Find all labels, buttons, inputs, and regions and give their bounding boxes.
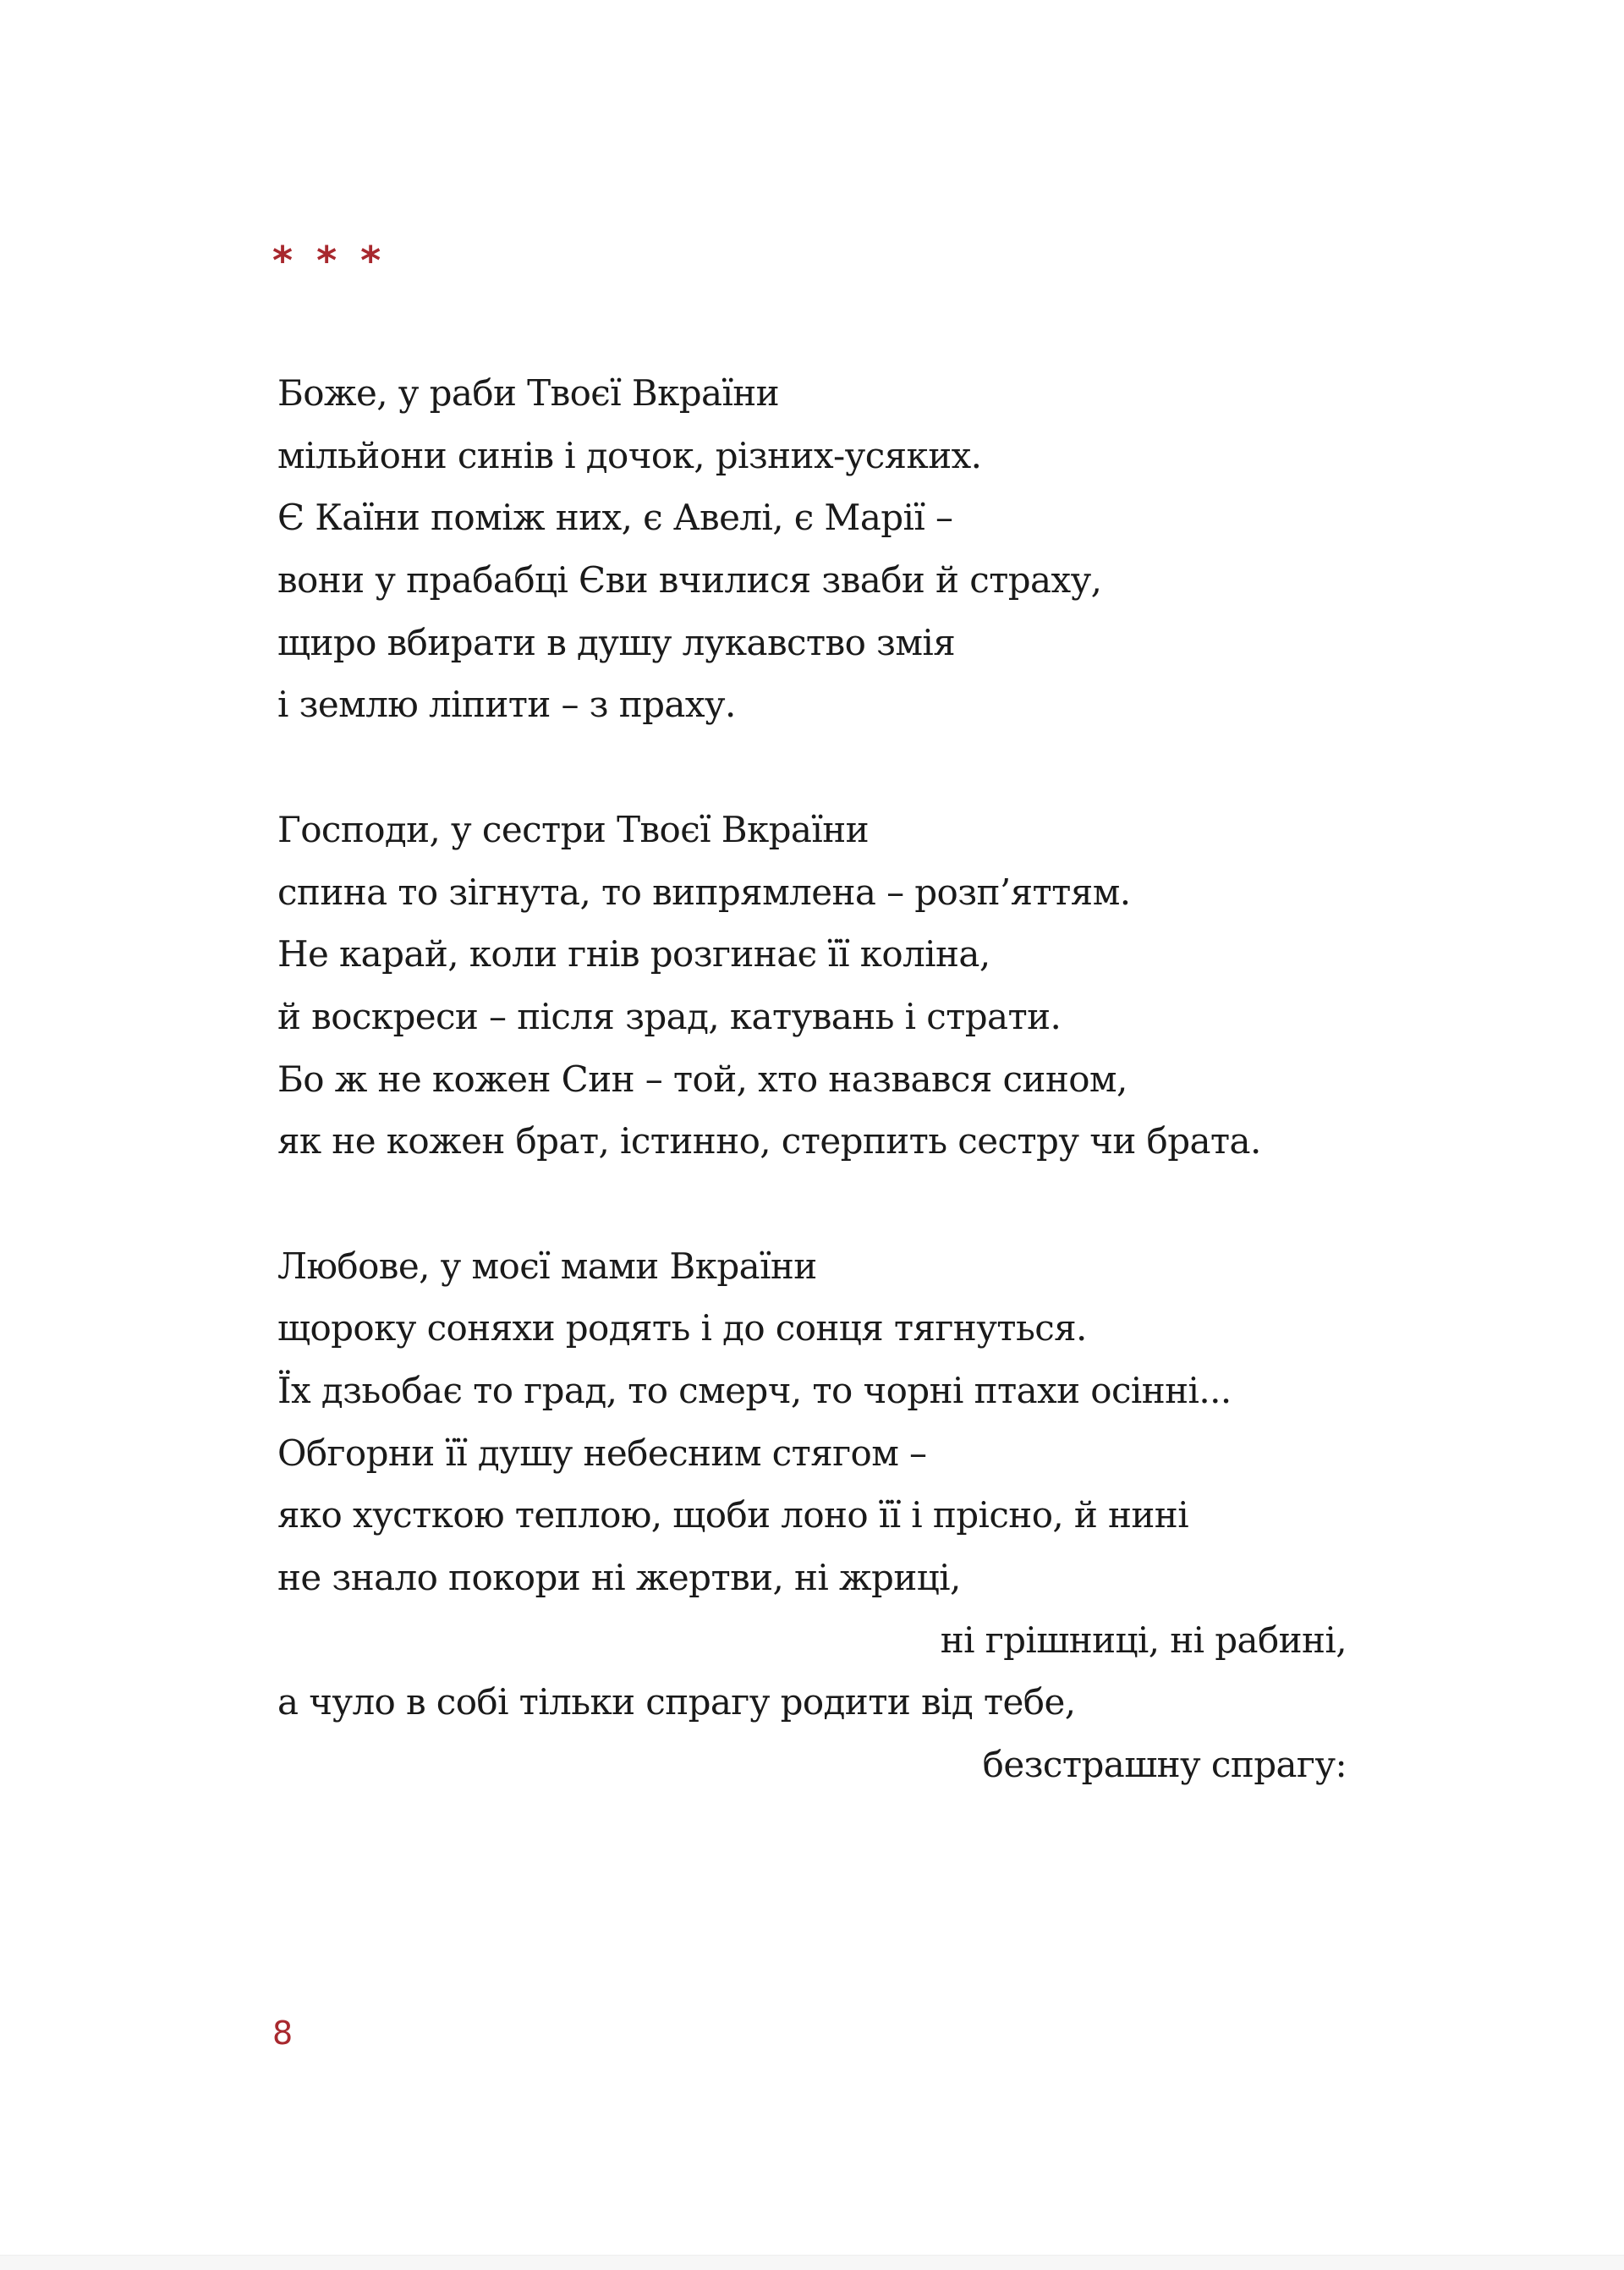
poem-body: [277, 362, 1377, 1859]
page-bottom-edge: [0, 2255, 1624, 2270]
poem-line: спина то зігнута, то випрямлена – розп’яттям.: [277, 871, 1131, 913]
poem-line: мільйони синів і дочок, різних-усяких.: [277, 434, 982, 476]
poem-line: не знало покори ні жертви, ні жриці,: [277, 1557, 961, 1599]
poem-line-right-aligned: безстрашну спрагу:: [982, 1744, 1347, 1786]
poem-line: Є Каїни поміж них, є Авелі, є Марії –: [277, 497, 953, 539]
poem-line: яко хусткою теплою, щоби лоно її і прісно, й нині: [277, 1494, 1189, 1536]
page-number: 8: [272, 2014, 294, 2052]
poem-line: щороку соняхи родять і до сонця тягнуться.: [277, 1307, 1087, 1349]
poem-line: Їх дзьобає то град, то смерч, то чорні птахи осінні...: [277, 1370, 1232, 1411]
poem-line: як не кожен брат, істинно, стерпить сестру чи брата.: [277, 1120, 1261, 1162]
poem-line-right-aligned: ні грішниці, ні рабині,: [940, 1619, 1347, 1661]
poem-line: Любове, у моєї мами Вкраїни: [277, 1245, 817, 1287]
poem-line: і землю ліпити – з праху.: [277, 684, 736, 726]
poem-line: Боже, у раби Твоєї Вкраїни: [277, 372, 780, 414]
poem-line: а чуло в собі тільки спрагу родити від тебе,: [277, 1681, 1076, 1723]
section-ornament-asterisks: * * *: [272, 238, 387, 283]
stanza-1: [277, 362, 1377, 736]
poem-line: Не карай, коли гнів розгинає її коліна,: [277, 933, 990, 976]
poem-line: Бо ж не кожен Син – той, хто назвався сином,: [277, 1058, 1127, 1100]
stanza-3: [277, 1235, 1377, 1796]
poem-line: й воскреси – після зрад, катувань і страти.: [277, 995, 1062, 1037]
stanza-2: [277, 799, 1377, 1173]
poem-line: Обгорни її душу небесним стягом –: [277, 1432, 927, 1474]
poem-line: щиро вбирати в душу лукавство змія: [277, 621, 956, 663]
poem-line: вони у прабабці Єви вчилися зваби й страху,: [277, 559, 1102, 602]
poem-line: Господи, у сестри Твоєї Вкраїни: [277, 808, 869, 850]
